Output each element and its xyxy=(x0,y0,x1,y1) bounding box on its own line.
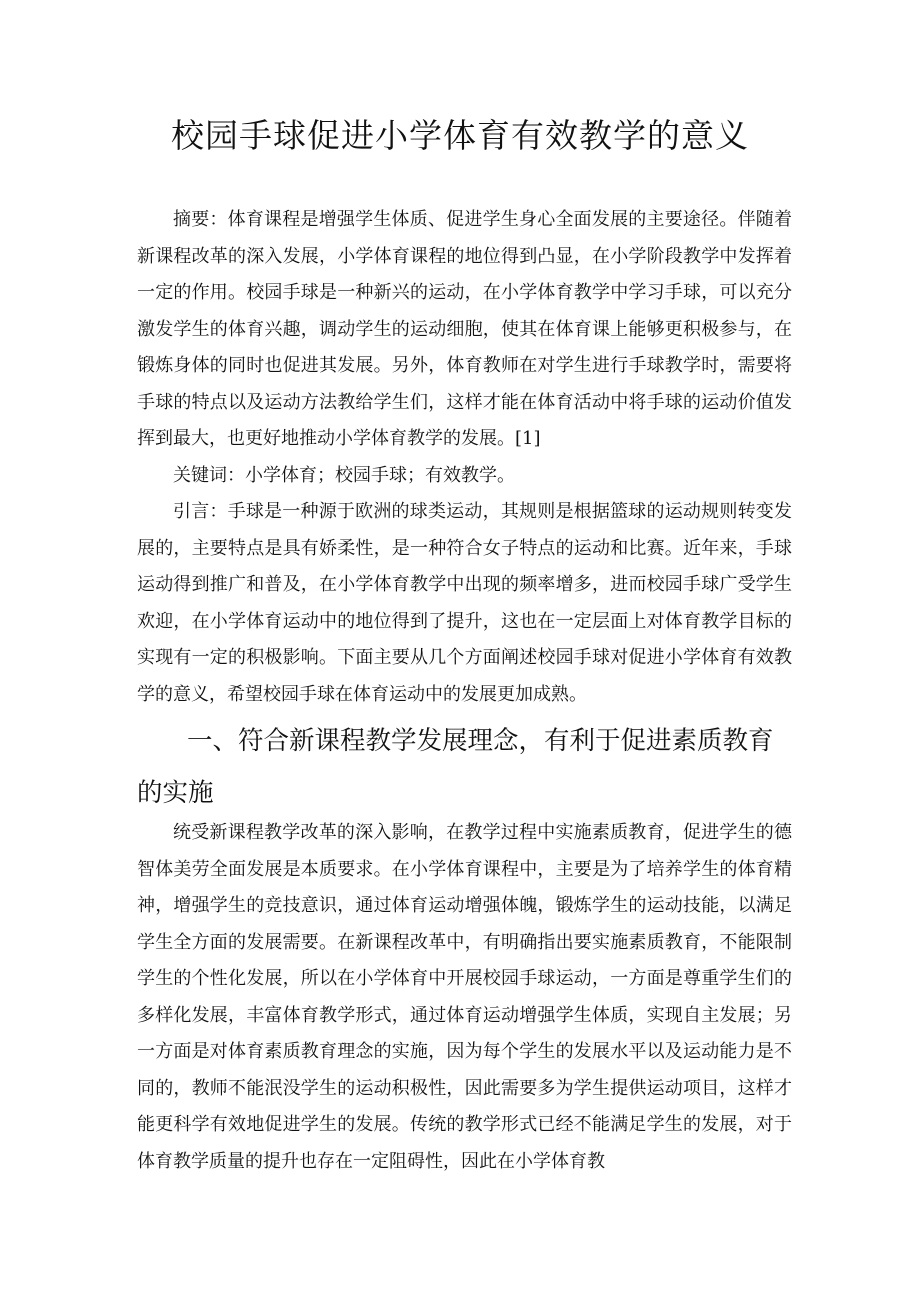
keywords-paragraph: 关键词：小学体育；校园手球；有效教学。 xyxy=(173,465,515,486)
introduction-paragraph: 引言：手球是一种源于欧洲的球类运动，其规则是根据篮球的运动规则转变发展的，主要特点是具有娇柔性，是一种符合女子特点的运动和比赛。近年来，手球运动得到推广和普及，在小学体育教学中出现的频率增多，进而校园手球广受学生欢迎，在小学体育运动中的地位得到了提升，这也在一定层面上对体育教学目标的实现有一定的积极影响。下面主要从几个方面阐述校园手球对促进小学体育有效教学的意义，希望校园手球在体育运动中的发展更加成熟。 xyxy=(137,501,792,705)
abstract-paragraph: 摘要：体育课程是增强学生体质、促进学生身心全面发展的主要途径。伴随着新课程改革的深入发展，小学体育课程的地位得到凸显，在小学阶段教学中发挥着一定的作用。校园手球是一种新兴的运动，在小学体育教学中学习手球，可以充分激发学生的体育兴趣，调动学生的运动细胞，使其在体育课上能够更积极参与，在锻炼身体的同时也促进其发展。另外，体育教师在对学生进行手球教学时，需要将手球的特点以及运动方法教给学生们，这样才能在体育活动中将手球的运动价值发挥到最大，也更好地推动小学体育教学的发展。[1] xyxy=(137,209,792,449)
document-title: 校园手球促进小学体育有效教学的意义 xyxy=(171,116,749,155)
section-1-paragraph: 统受新课程教学改革的深入影响，在教学过程中实施素质教育，促进学生的德智体美劳全面发展是本质要求。在小学体育课程中，主要是为了培养学生的体育精神，增强学生的竞技意识，通过体育运动增强体魄，锻炼学生的运动技能，以满足学生全方面的发展需要。在新课程改革中，有明确指出要实施素质教育，不能限制学生的个性化发展，所以在小学体育中开展校园手球运动，一方面是尊重学生们的多样化发展，丰富体育教学形式，通过体育运动增强学生体质，实现自主发展；另一方面是对体育素质教育理念的实施，因为每个学生的发展水平以及运动能力是不同的，教师不能泯没学生的运动积极性，因此需要多为学生提供运动项目，这样才能更科学有效地促进学生的发展。传统的教学形式已经不能满足学生的发展，对于体育教学质量的提升也存在一定阻碍性，因此在小学体育教 xyxy=(137,822,792,1172)
section-1-heading: 一、符合新课程教学发展理念，有利于促进素质教育的实施 xyxy=(137,726,774,808)
